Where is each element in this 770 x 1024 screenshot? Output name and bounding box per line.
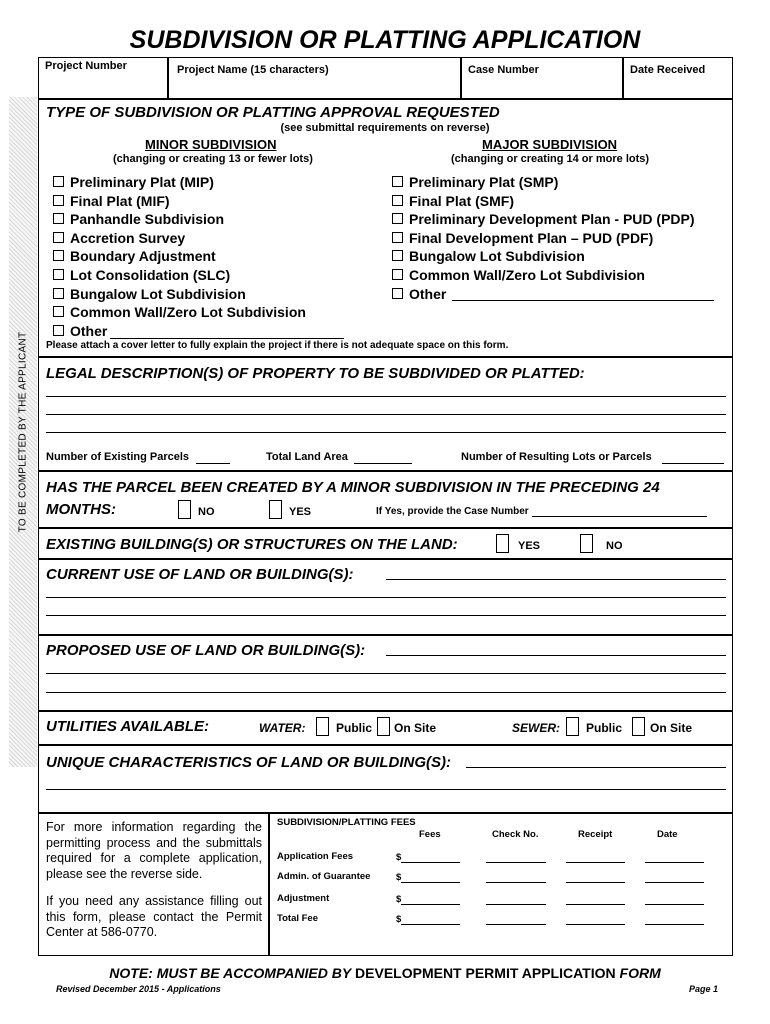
parcel-heading-1: HAS THE PARCEL BEEN CREATED BY A MINOR SUBDIVISION IN THE PRECEDING 24 (46, 479, 660, 496)
minor-option-label: Boundary Adjustment (70, 248, 216, 265)
minor-option-label: Other (70, 322, 108, 339)
existing-parcels-label: Number of Existing Parcels (46, 451, 190, 463)
major-option-5[interactable] (392, 267, 645, 283)
footer-note-normal: DEVELOPMENT PERMIT APPLICATION (351, 965, 616, 981)
fee-input-1-2[interactable] (566, 882, 625, 883)
checkbox[interactable] (392, 250, 403, 261)
info-paragraph-1: For more information regarding the permitting process and the submittals required for a complete application, please see the reverse side. (46, 820, 262, 881)
if-yes-label: If Yes, provide the Case Number (376, 506, 529, 517)
existing-yes-checkbox[interactable] (496, 534, 509, 553)
fee-column-2: Receipt (578, 829, 613, 840)
sewer-onsite-checkbox[interactable] (632, 717, 645, 736)
fee-column-3: Date (657, 829, 678, 840)
project-number-field[interactable]: Project Number (45, 60, 127, 72)
major-option-label: Common Wall/Zero Lot Subdivision (409, 267, 645, 283)
case-number-field[interactable]: Case Number (468, 64, 539, 76)
attach-note: Please attach a cover letter to fully explain the project if there is not adequate space on this form. (46, 340, 509, 351)
footer-note (0, 965, 770, 981)
total-land-area-label: Total Land Area (266, 451, 348, 463)
water-public-label: Public (336, 721, 373, 735)
water-public-checkbox[interactable] (316, 717, 329, 736)
minor-option-label: Lot Consolidation (SLC) (70, 267, 231, 283)
type-note: (see submittal requirements on reverse) (280, 122, 490, 134)
parcel-yes-label: YES (289, 506, 312, 518)
major-option-2[interactable] (392, 211, 695, 227)
major-option-3[interactable] (392, 230, 653, 246)
legal-heading: LEGAL DESCRIPTION(S) OF PROPERTY TO BE SUBDIVIDED OR PLATTED: (46, 365, 585, 382)
water-onsite-checkbox[interactable] (377, 717, 390, 736)
resulting-lots-field[interactable] (662, 463, 724, 464)
utilities-heading: UTILITIES AVAILABLE: (46, 718, 210, 735)
fee-input-0-1[interactable] (486, 862, 546, 863)
major-option-label: Final Development Plan – PUD (PDF) (409, 229, 654, 246)
footer-note-form: FORM (615, 965, 661, 981)
fee-input-3-1[interactable] (486, 924, 546, 925)
sewer-onsite-label: On Site (650, 721, 693, 735)
fees-heading: SUBDIVISION/PLATTING FEES (277, 817, 416, 828)
existing-yes-label: YES (518, 540, 541, 552)
minor-option-4[interactable] (53, 248, 216, 264)
water-onsite-label: On Site (394, 721, 437, 735)
checkbox[interactable] (392, 195, 403, 206)
water-label: WATER: (259, 721, 306, 735)
checkbox[interactable] (53, 306, 64, 317)
minor-sub: (changing or creating 13 or fewer lots) (113, 153, 313, 165)
minor-option-label: Panhandle Subdivision (70, 211, 225, 228)
fee-row-label-1: Admin. of Guarantee (277, 871, 371, 882)
fee-column-0: Fees (419, 829, 441, 840)
fee-input-0-3[interactable] (645, 862, 704, 863)
checkbox[interactable] (53, 325, 64, 336)
major-option-label: Final Plat (SMF) (409, 192, 514, 209)
sewer-public-label: Public (586, 721, 623, 735)
fee-input-1-0[interactable] (401, 882, 460, 883)
minor-option-label: Bungalow Lot Subdivision (70, 285, 246, 302)
revised-date: Revised December 2015 - Applications (56, 984, 221, 994)
info-paragraph-2: If you need any assistance filling out this form, please contact the Permit Center at 586-0770. (46, 894, 262, 939)
checkbox[interactable] (53, 232, 64, 243)
fee-input-0-0[interactable] (401, 862, 460, 863)
fee-input-1-3[interactable] (645, 882, 704, 883)
proposed-use-heading: PROPOSED USE OF LAND OR BUILDING(S): (46, 642, 366, 659)
minor-title: MINOR SUBDIVISION (145, 137, 277, 152)
fee-input-2-0[interactable] (401, 904, 460, 905)
fee-row-label-0: Application Fees (277, 851, 354, 862)
major-option-label: Other (409, 285, 447, 302)
major-option-6[interactable] (392, 286, 446, 302)
checkbox[interactable] (392, 269, 403, 280)
date-received-field[interactable]: Date Received (630, 64, 706, 76)
minor-option-label: Final Plat (MIF) (70, 192, 170, 209)
checkbox[interactable] (53, 269, 64, 280)
dollar-sign: $ (396, 852, 402, 863)
minor-option-label: Accretion Survey (70, 229, 186, 246)
checkbox[interactable] (392, 232, 403, 243)
parcel-yes-checkbox[interactable] (269, 500, 282, 519)
checkbox[interactable] (392, 288, 403, 299)
checkbox[interactable] (53, 288, 64, 299)
project-name-field[interactable]: Project Name (15 characters) (177, 64, 329, 76)
fee-input-2-1[interactable] (486, 904, 546, 905)
fee-input-0-2[interactable] (566, 862, 625, 863)
header-row (38, 57, 733, 99)
minor-option-8[interactable] (53, 323, 107, 339)
page-number: Page 1 (689, 984, 719, 994)
sewer-public-checkbox[interactable] (566, 717, 579, 736)
major-sub: (changing or creating 14 or more lots) (451, 153, 650, 165)
existing-parcels-field[interactable] (196, 463, 230, 464)
minor-option-2[interactable] (53, 211, 224, 227)
dollar-sign: $ (396, 894, 402, 905)
minor-option-0[interactable] (53, 174, 214, 190)
checkbox[interactable] (392, 176, 403, 187)
major-option-label: Preliminary Development Plan - PUD (PDP) (409, 211, 695, 228)
major-option-0[interactable] (392, 174, 558, 190)
dollar-sign: $ (396, 914, 402, 925)
parcel-no-label: NO (198, 506, 215, 518)
checkbox[interactable] (392, 213, 403, 224)
page-title: SUBDIVISION OR PLATTING APPLICATION (129, 26, 641, 54)
major-option-1[interactable] (392, 193, 514, 209)
major-title: MAJOR SUBDIVISION (482, 137, 618, 152)
minor-option-1[interactable] (53, 193, 170, 209)
footer-note-italic: NOTE: MUST BE ACCOMPANIED BY (109, 965, 352, 981)
checkbox[interactable] (53, 213, 64, 224)
major-option-label: Bungalow Lot Subdivision (409, 248, 585, 265)
fee-input-3-2[interactable] (566, 924, 625, 925)
major-option-label: Preliminary Plat (SMP) (409, 174, 559, 190)
major-option-4[interactable] (392, 248, 585, 264)
minor-option-3[interactable] (53, 230, 185, 246)
existing-no-label: NO (606, 540, 623, 552)
dollar-sign: $ (396, 872, 402, 883)
checkbox[interactable] (53, 176, 64, 187)
resulting-lots-label: Number of Resulting Lots or Parcels (461, 451, 652, 463)
sewer-label: SEWER: (512, 721, 560, 735)
fee-input-2-3[interactable] (645, 904, 704, 905)
parcel-no-checkbox[interactable] (178, 500, 191, 519)
fee-row-label-2: Adjustment (277, 893, 330, 904)
minor-option-5[interactable] (53, 267, 230, 283)
minor-option-6[interactable] (53, 286, 246, 302)
parcel-heading-2: MONTHS: (46, 501, 116, 518)
minor-option-label: Common Wall/Zero Lot Subdivision (70, 304, 306, 321)
minor-option-label: Preliminary Plat (MIP) (70, 174, 214, 190)
fee-input-3-0[interactable] (401, 924, 460, 925)
fee-row-label-3: Total Fee (277, 913, 318, 924)
type-heading: TYPE OF SUBDIVISION OR PLATTING APPROVAL REQUESTED (46, 104, 500, 121)
current-use-heading: CURRENT USE OF LAND OR BUILDING(S): (46, 566, 354, 583)
existing-heading: EXISTING BUILDING(S) OR STRUCTURES ON THE LAND: (46, 536, 458, 553)
side-label: TO BE COMPLETED BY THE APPLICANT (17, 331, 29, 533)
case-number-input[interactable] (532, 516, 707, 517)
fee-input-2-2[interactable] (566, 904, 625, 905)
existing-no-checkbox[interactable] (580, 534, 593, 553)
fee-input-1-1[interactable] (486, 882, 546, 883)
minor-option-7[interactable] (53, 304, 306, 320)
fee-column-1: Check No. (492, 829, 539, 840)
checkbox[interactable] (53, 250, 64, 261)
checkbox[interactable] (53, 195, 64, 206)
total-land-area-field[interactable] (354, 463, 412, 464)
unique-heading: UNIQUE CHARACTERISTICS OF LAND OR BUILDING(S): (46, 754, 451, 771)
fee-input-3-3[interactable] (645, 924, 704, 925)
